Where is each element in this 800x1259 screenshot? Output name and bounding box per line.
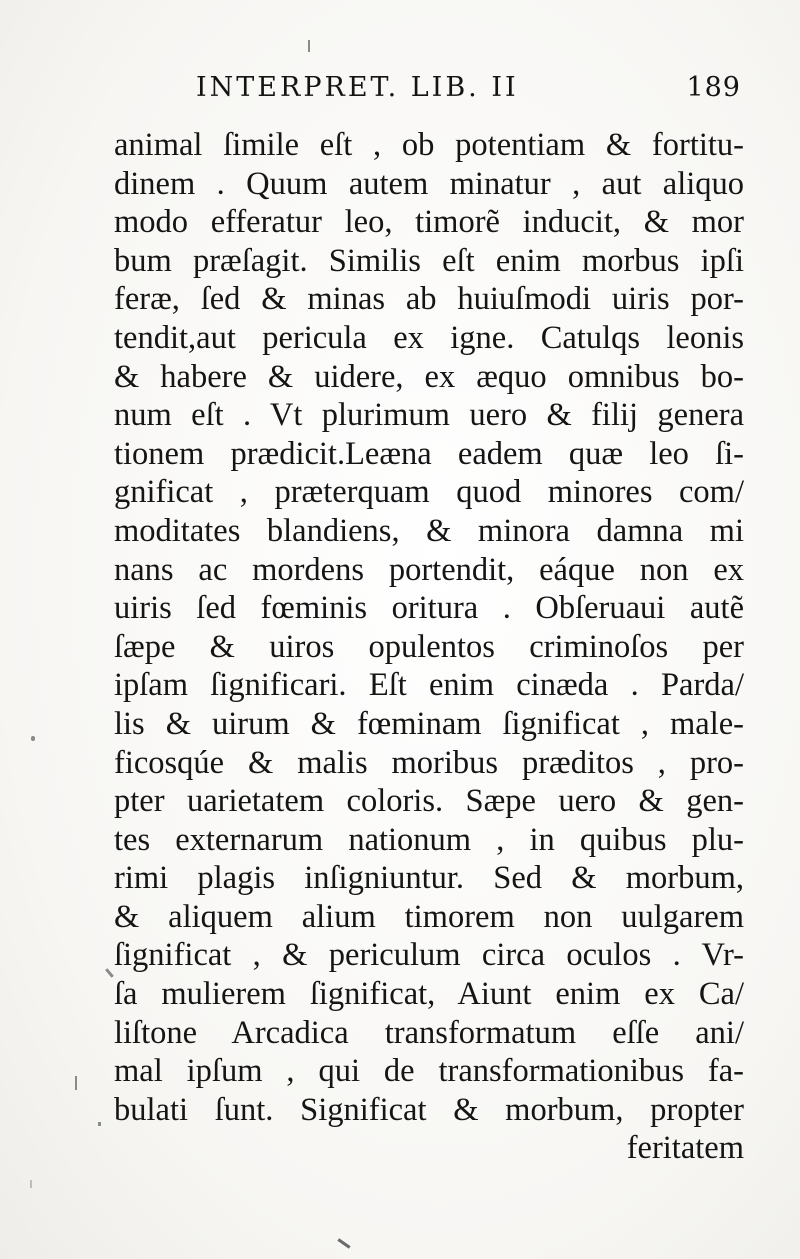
- margin-speck: [308, 40, 310, 52]
- catchword: feritatem: [626, 1130, 744, 1167]
- text-line: moditates blandiens, & minora damna mi: [114, 512, 744, 549]
- text-line: tendit,aut pericula ex igne. Catulqs leonis: [114, 319, 744, 356]
- text-line: rimi plagis inſigniuntur. Sed & morbum,: [114, 860, 744, 897]
- text-line: pter uarietatem coloris. Sæpe uero & gen-: [114, 783, 744, 820]
- margin-speck: [337, 1238, 350, 1248]
- text-line: mal ipſum , qui de transformationibus fa-: [114, 1053, 744, 1090]
- running-head: [196, 72, 741, 112]
- text-line: lis & uirum & fœminam ſignificat , male-: [114, 705, 744, 742]
- text-line: num eſt . Vt plurimum uero & filij genera: [114, 397, 744, 434]
- text-line: ipſam ſignificari. Eſt enim cinæda . Parda/: [114, 667, 744, 704]
- text-line: modo efferatur leo, timorẽ inducit, & mor: [114, 204, 744, 241]
- text-line: & habere & uidere, ex æquo omnibus bo-: [114, 358, 744, 395]
- text-line: bum præſagit. Similis eſt enim morbus ipſi: [114, 242, 744, 279]
- text-line: tes externarum nationum , in quibus plu-: [114, 821, 744, 858]
- margin-speck: [75, 1076, 77, 1090]
- text-line: dinem . Quum autem minatur , aut aliquo: [114, 165, 744, 202]
- text-line: ſignificat , & periculum circa oculos . Vr-: [114, 937, 744, 974]
- text-line: nans ac mordens portendit, eáque non ex: [114, 551, 744, 588]
- margin-speck: [105, 968, 114, 978]
- text-line: feræ, ſed & minas ab huiuſmodi uiris por-: [114, 281, 744, 318]
- text-line: tionem prædicit.Leæna eadem quæ leo ſi-: [114, 435, 744, 472]
- margin-speck: [98, 1122, 101, 1126]
- page-number: 189: [686, 72, 741, 103]
- text-line: ſæpe & uiros opulentos criminoſos per: [114, 628, 744, 665]
- text-line: liſtone Arcadica transformatum eſſe ani/: [114, 1014, 744, 1051]
- text-line: gnificat , præterquam quod minores com/: [114, 474, 744, 511]
- running-head-title: INTERPRET. LIB. II: [196, 72, 519, 103]
- text-line: & aliquem alium timorem non uulgarem: [114, 898, 744, 935]
- margin-speck: [30, 1180, 32, 1188]
- text-line: uiris ſed fœminis oritura . Obſeruaui autẽ: [114, 590, 744, 627]
- text-line: bulati ſunt. Significat & morbum, propter: [114, 1091, 744, 1128]
- text-line: ficosqúe & malis moribus præditos , pro-: [114, 744, 744, 781]
- text-line: animal ſimile eſt , ob potentiam & fortitu-: [114, 127, 744, 163]
- text-line: ſa mulierem ſignificat, Aiunt enim ex Ca/: [114, 976, 744, 1013]
- margin-speck: [31, 736, 35, 741]
- body-text: [114, 126, 744, 1168]
